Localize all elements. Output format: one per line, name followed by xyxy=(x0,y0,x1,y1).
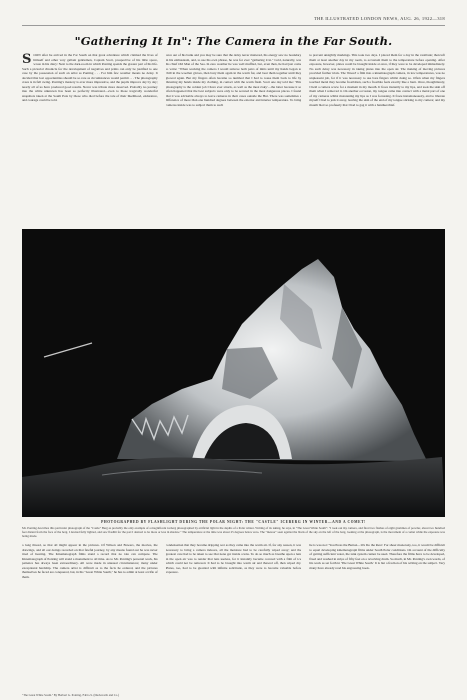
drop-cap: S xyxy=(22,53,32,67)
text-column-3: to prevent unsightly markings. This took two days. I placed them for a day in the vestibule; then left them at least another day in my room, to accustom them to the temperature before opening. After exposure, however, plates could be brought inside at once, if they were to be developed immediately. No such delay was necessary in taking plates into the open air. The making of moving pictures provided further trials. The 'thread' a film into a kinematograph camera, in low temperatures, was no unpleasant job, for if it was necessary to use bare fingers whilst doing so. Often when my fingers touched metal they became frostbitten, such a frostbite feels exactly like a burn. Once, thoughtlessly, I held a camera screw for a moment in my mouth. It froze instantly to my lips, and took the skin off them when I removed it. On another occasion, my tongue came into contact with a metal part of one of my cameras whilst moistening my lips as I was focussing. It froze instantaneously, and to liberate myself I had to jerk it away, leaving the skin of the end of my tongue sticking to my camera; and my mouth bled so profusely that I had to gag it with a handkerchief. xyxy=(309,53,446,107)
text-column-1 xyxy=(22,53,158,225)
top-text-columns xyxy=(22,53,445,225)
iceberg-photograph xyxy=(22,229,445,517)
bottom-text-columns xyxy=(22,543,445,691)
article-title: "Gathering It In": The Camera in the Far South. xyxy=(74,34,393,48)
column-1-text: OON after he arrived in the Far South on that great adventure which claimed the lives of himself and other very gallant gentlemen, Captain Scott, prospective of his little space, wrote in his diary: Next to the dark-room in which Ponting spends the greater part of his life. Such a pictorial chronicle for the development of negatives and prints can only be justified to one case by the possession of such an artist as Ponting . . . For him few weather means no delay. It decided that lost opportunities should be so rare as circumstances would permit . . . The photography craze is in full swing. Ponting's mastery is ever more impressive, and the pupils improve day by day; nearly all of us have produced good results. Never was tribute more deserved. Probably no journey into the white unknown has been so perfectly illustrated—even to those tragically wonderful snapshots taken at the South Pole by those who died before the tale of their likelihood, endurance, and courage could be told. xyxy=(22,53,158,102)
running-head-text: THE ILLUSTRATED LONDON NEWS, AUG. 26, 1922—318 xyxy=(313,15,445,21)
footnote: "The Great White South." By Herbert G. Ponting, F.R.G.S. (Duckworth and Co.) xyxy=(22,693,120,697)
running-head xyxy=(22,14,445,22)
header-rule xyxy=(22,25,445,26)
bottom-column-1: a long thread, so that all might appear in the pictures. Of Wilson and Bowers, the movies, the drawings, and all our doings recorded on that fateful journey, by any means found out he was never tired of hearing. The Kinematograph films stand a record that no tale can compare. The Kinematograph of Ponting will stand a monument to all time. As to Mr. Ponting's personal work, his patience has always been extraordinary. All were made in unusual circumstances; many under exceptional hardship. The camera artist is difficult as to the facts he ordered, and the pictures themselves he faced are conquered, but, in his "Great White South," he has to admit at least a trifle of them. xyxy=(22,543,158,579)
photo-caption: PHOTOGRAPHED BY FLASHLIGHT DURING THE POLAR NIGHT: THE "CASTLE" ICEBERG IN WINTER—AND A COMET! xyxy=(101,520,366,524)
iceberg-image xyxy=(22,229,445,517)
bottom-column-3: he is was not: 'You Press the Button—We Do the Rest.' For sheer monotony, too, it would be difficult to equal developing kinematograph films under South Polar conditions. On account of the difficulty of getting sufficient water, the tank system cannot be used. Therefore the films have to be developed, fixed and washed in strips of fifty feet on a revolving drum. So much, in Mr. Ponting's own words, of his work as set forth in 'The Great White South.' It is but a fraction of his writing on the subject. Very many have already read his engrossing book. xyxy=(309,543,446,570)
magazine-page xyxy=(22,14,446,697)
photo-description: Mr. Ponting describes this particular photograph of the "Castle" Berg as probably the only example of a magnificent iceberg photographed by artificial light in the depths of a Polar winter. Writing of its taking, he says, in "The Great White South": "I took out my camera, and fired two flashes of eight grammes of powder, about two hundred feet distant from the face of the berg. I desired fully lighted, and saw flashlit for the part I desired to be more or less in shadow." The temperature at the time was about 25 degrees below zero. The "meteor" seen against the black of the sky on the left of the berg, looking at the photograph, is the movement of a comet while the exposure was being made. xyxy=(22,526,445,538)
text-column-2: once out of his bunk and you may be sure that the delay never mattered, his energy saw no boundary in his enthusiasm, and, to use his own phrase, he was for ever "gathering it in." Cold, naturally, was his chief Old Man of the Sea. In zero weather he was well muffled, but, even then, he had just come to write: "When working the camera I would remove both pairs of mitts until my hands began to chill in the woollen gloves, then bury them again in the warm fur, and beat them together until they glowed again. But my fingers often became so numbed that I had to rouse them back to life by thrusting my hands inside my clothing, in contact with the warm flesh. Scott one day told me: 'This photography is the coldest job I have ever struck, as well as the most risky'—the latter because it so often happened that the best subjects were only to be secured in the most dangerous places. I found that it was advisable always to leave cameras in their cases outside the Hut. There was sometimes a difference of more than one hundred degrees between the exterior and interior temperature. To bring cameras inside was to subject them to such xyxy=(165,53,302,107)
bottom-column-2: condensation that they became dripping wet as they came into the warm air. If, for any reason, it was necessary to bring a camera indoors, all the moisture had to be carefully wiped away; and the greatest care had to be taken to see that none got inside a lens. To do so much as breathe upon a lens in the open air was to render that lens useless, for it instantly became covered with a film of ice which could not be removed. It had to be brought into warm air and thawed off, then wiped dry. Plates, too, had to be guarded with infinite solicitude, as they were to become valuable before exposure. xyxy=(165,543,302,574)
